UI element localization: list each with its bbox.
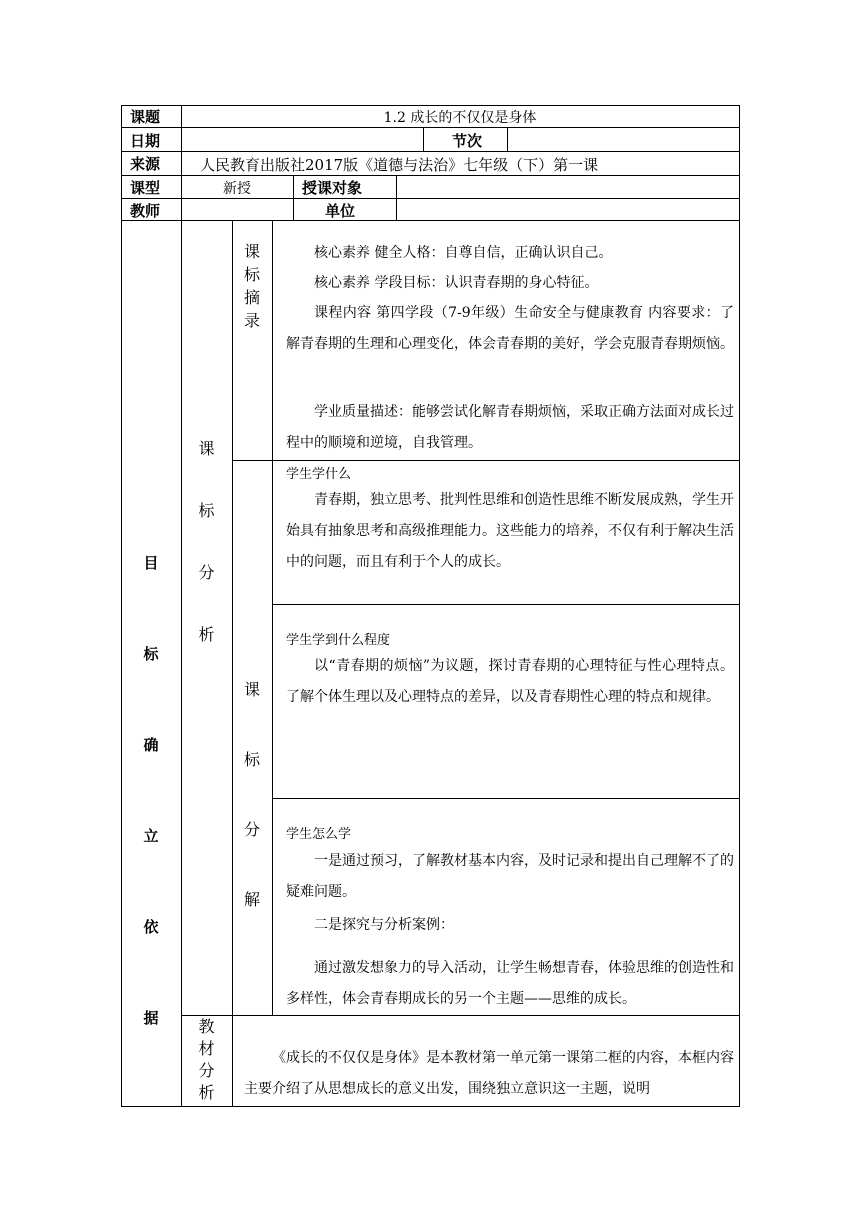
- degree-paragraph: 以“青春期的烦恼”为议题，探讨青春期的心理特征与性心理特点。了解个体生理以及心理特点的差异，以及青春期性心理的特点和规律。: [286, 658, 734, 705]
- curriculum-analysis-label: [181, 418, 232, 666]
- table-border: [293, 175, 294, 220]
- course-label: 课题: [130, 108, 161, 126]
- how-paragraph: 通过激发想象力的导入活动，让学生畅想青春，体验思维的创造性和多样性，体会青春期成长的另一个主题——思维的成长。: [286, 960, 734, 1007]
- type-value: 新授: [223, 181, 251, 197]
- goal-basis-char: 立: [143, 827, 159, 845]
- table-border: [121, 151, 740, 152]
- table-border: [181, 1015, 740, 1016]
- curriculum-analysis-char: 标: [198, 501, 215, 520]
- decompose-char: 分: [243, 820, 260, 839]
- section-title-degree: 学生学到什么程度: [286, 633, 391, 648]
- material-char: 分: [198, 1061, 215, 1080]
- curriculum-analysis-char: 析: [198, 625, 215, 644]
- decompose-char: 标: [243, 750, 260, 769]
- material-label: [181, 1016, 232, 1104]
- goal-basis-label: [121, 518, 181, 1064]
- decompose-char: 课: [243, 680, 260, 699]
- excerpt-char: 录: [243, 311, 260, 330]
- teacher-label: 教师: [130, 202, 161, 220]
- table-border: [121, 127, 740, 128]
- material-char: 材: [198, 1039, 215, 1058]
- table-border: [272, 798, 740, 799]
- table-border: [396, 175, 397, 220]
- how-paragraph: 二是探究与分析案例：: [314, 917, 454, 933]
- source-value: 人民教育出版社2017版《道德与法治》七年级（下）第一课: [200, 156, 599, 174]
- table-border: [121, 105, 740, 106]
- excerpt-char: 标: [243, 265, 260, 284]
- excerpt-paragraph: 核心素养 学段目标：认识青春期的身心特征。: [314, 275, 599, 291]
- unit-label: 单位: [325, 202, 356, 220]
- excerpt-paragraph: 学业质量描述：能够尝试化解青春期烦恼，采取正确方法面对成长过程中的顺境和逆境，自我管理。: [286, 404, 734, 451]
- excerpt-paragraph: 核心素养 健全人格：自尊自信，正确认识自己。: [314, 245, 613, 261]
- table-border: [121, 198, 740, 199]
- table-border: [739, 105, 740, 1107]
- session-label: 节次: [452, 132, 483, 150]
- goal-basis-char: 据: [143, 1009, 159, 1027]
- curriculum-analysis-char: 分: [198, 563, 215, 582]
- table-border: [272, 220, 273, 1015]
- table-border: [232, 460, 740, 461]
- goal-basis-char: 目: [143, 554, 159, 572]
- material-paragraph: 《成长的不仅仅是身体》是本教材第一单元第一课第二框的内容，本框内容主要介绍了从思想成长的意义出发，围绕独立意识这一主题，说明: [244, 1050, 734, 1097]
- table-border: [423, 127, 424, 151]
- what-paragraph: 青春期，独立思考、批判性思维和创造性思维不断发展成熟，学生开始具有抽象思考和高级推理能力。这些能力的培养，不仅有利于解决生活中的问题，而且有利于个人的成长。: [286, 492, 734, 570]
- table-border: [232, 1015, 233, 1106]
- source-label: 来源: [130, 155, 161, 173]
- how-paragraph: 一是通过预习，了解教材基本内容，及时记录和提出自己理解不了的疑难问题。: [286, 853, 734, 900]
- table-border: [272, 604, 740, 605]
- goal-basis-char: 确: [143, 736, 159, 754]
- excerpt-label: [232, 240, 272, 332]
- table-border: [121, 175, 740, 176]
- table-border: [121, 1106, 740, 1107]
- audience-label: 授课对象: [302, 179, 363, 197]
- material-char: 析: [198, 1083, 215, 1102]
- decompose-label: [232, 655, 272, 935]
- section-title-what: 学生学什么: [286, 467, 352, 482]
- table-border: [121, 220, 740, 221]
- course-title: 1.2 成长的不仅仅是身体: [383, 110, 537, 126]
- goal-basis-char: 依: [143, 918, 159, 936]
- excerpt-paragraph: 课程内容 第四学段（7-9年级）生命安全与健康教育 内容要求：了解青春期的生理和心理变化，体会青春期的美好，学会克服青春期烦恼。: [286, 305, 734, 352]
- excerpt-char: 课: [243, 242, 260, 261]
- goal-basis-char: 标: [143, 645, 159, 663]
- curriculum-analysis-char: 课: [198, 439, 215, 458]
- excerpt-char: 摘: [243, 288, 260, 307]
- type-label: 课型: [130, 179, 161, 197]
- decompose-char: 解: [243, 890, 260, 909]
- material-char: 教: [198, 1017, 215, 1036]
- section-title-how: 学生怎么学: [286, 827, 352, 842]
- date-label: 日期: [130, 132, 161, 150]
- table-border: [507, 127, 508, 151]
